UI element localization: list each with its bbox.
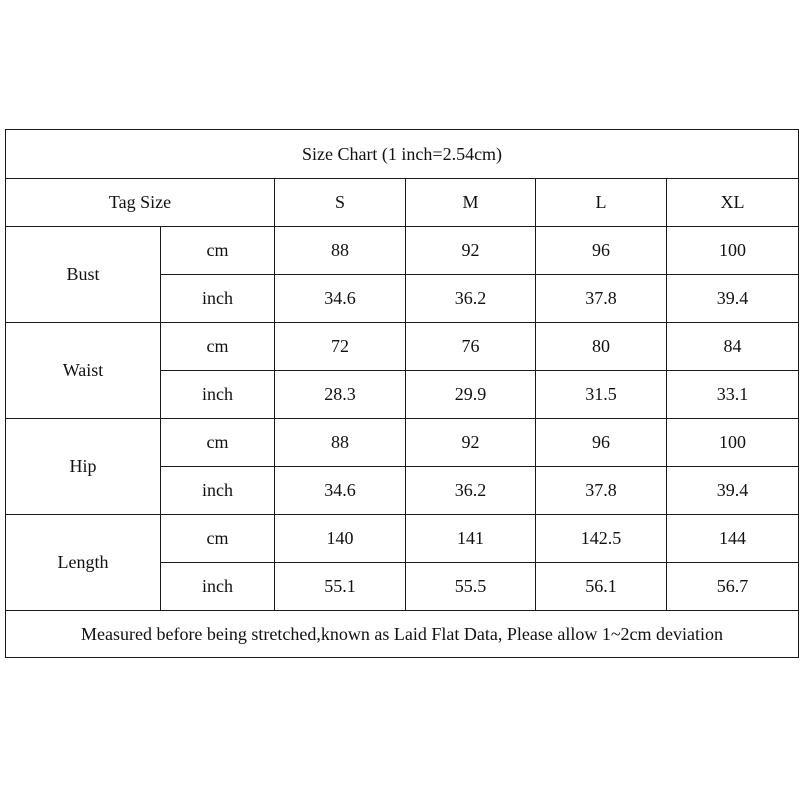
measurement-value: 88 (275, 419, 406, 467)
measurement-value: 96 (536, 227, 667, 275)
measurement-value: 56.1 (536, 563, 667, 611)
measurement-value: 142.5 (536, 515, 667, 563)
unit-label: inch (161, 275, 275, 323)
measurement-value: 37.8 (536, 467, 667, 515)
size-chart-body (6, 130, 799, 658)
title-row (6, 130, 799, 179)
measurement-note: Measured before being stretched,known as Laid Flat Data, Please allow 1~2cm deviation (6, 611, 799, 658)
measurement-value: 31.5 (536, 371, 667, 419)
measurement-value: 141 (406, 515, 536, 563)
note-row (6, 611, 799, 658)
size-header-xl: XL (667, 179, 799, 227)
measurement-name: Waist (6, 323, 161, 419)
measurement-value: 28.3 (275, 371, 406, 419)
measurement-value: 55.1 (275, 563, 406, 611)
measurement-name: Bust (6, 227, 161, 323)
measurement-value: 39.4 (667, 275, 799, 323)
measurement-value: 92 (406, 227, 536, 275)
measurement-value: 33.1 (667, 371, 799, 419)
measurement-row (6, 515, 799, 563)
measurement-value: 84 (667, 323, 799, 371)
size-chart-table (5, 129, 799, 658)
measurement-value: 100 (667, 227, 799, 275)
measurement-value: 55.5 (406, 563, 536, 611)
measurement-value: 39.4 (667, 467, 799, 515)
measurement-row (6, 227, 799, 275)
unit-label: inch (161, 563, 275, 611)
measurement-value: 37.8 (536, 275, 667, 323)
size-header-s: S (275, 179, 406, 227)
measurement-value: 80 (536, 323, 667, 371)
unit-label: cm (161, 323, 275, 371)
measurement-value: 72 (275, 323, 406, 371)
measurement-value: 88 (275, 227, 406, 275)
unit-label: inch (161, 371, 275, 419)
measurement-value: 140 (275, 515, 406, 563)
unit-label: cm (161, 227, 275, 275)
measurement-value: 144 (667, 515, 799, 563)
measurement-value: 34.6 (275, 467, 406, 515)
measurement-value: 36.2 (406, 467, 536, 515)
measurement-value: 29.9 (406, 371, 536, 419)
measurement-value: 34.6 (275, 275, 406, 323)
tag-size-header: Tag Size (6, 179, 275, 227)
size-chart-title: Size Chart (1 inch=2.54cm) (6, 130, 799, 179)
measurement-value: 96 (536, 419, 667, 467)
unit-label: cm (161, 515, 275, 563)
measurement-value: 100 (667, 419, 799, 467)
measurement-value: 36.2 (406, 275, 536, 323)
size-header-l: L (536, 179, 667, 227)
measurement-row (6, 323, 799, 371)
unit-label: inch (161, 467, 275, 515)
measurement-row (6, 419, 799, 467)
measurement-value: 56.7 (667, 563, 799, 611)
measurement-value: 92 (406, 419, 536, 467)
measurement-name: Length (6, 515, 161, 611)
size-header-m: M (406, 179, 536, 227)
measurement-value: 76 (406, 323, 536, 371)
header-row (6, 179, 799, 227)
measurement-name: Hip (6, 419, 161, 515)
unit-label: cm (161, 419, 275, 467)
